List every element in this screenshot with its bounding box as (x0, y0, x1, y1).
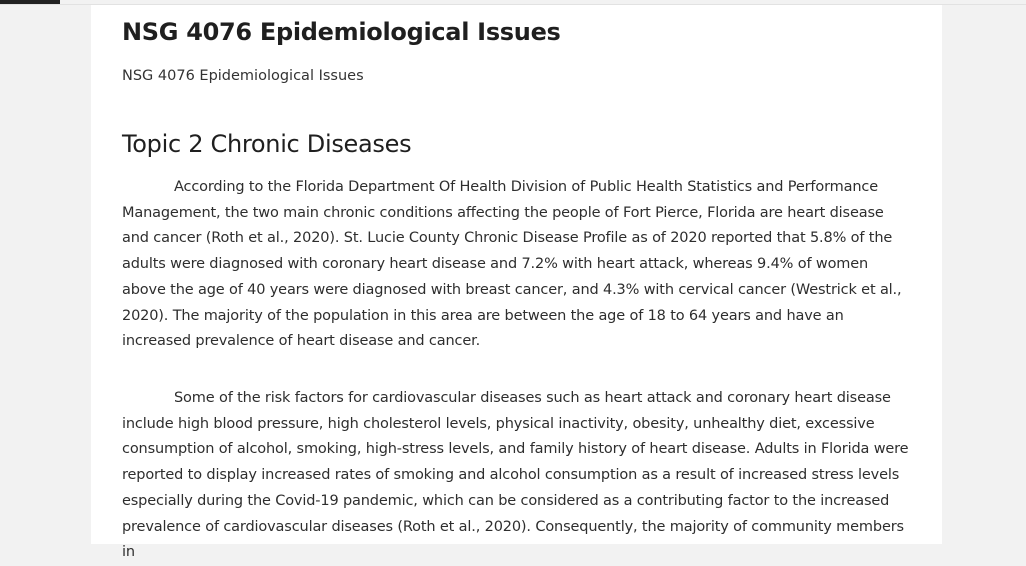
body-paragraph: Some of the risk factors for cardiovascular diseases such as heart attack and coronary heart disease include high blood pressure, high cholesterol levels, physical inactivity, obesity, unhealthy diet, excessive consumption of alcohol, smoking, high-stress levels, and family history of heart disease. Adults in Florida were reported to display increased rates of smoking and alcohol consumption as a result of increased stress levels especially during the Covid-19 pandemic, which can be considered as a contributing factor to the increased prevalence of cardiovascular diseases (Roth et al., 2020). Consequently, the majority of community members in (122, 390, 909, 561)
article-page (91, 5, 942, 561)
section-heading: Topic 2 Chronic Diseases (122, 130, 412, 158)
body-paragraph: According to the Florida Department Of Health Division of Public Health Statistics and Performance Management, the two main chronic conditions affecting the people of Fort Pierce, Florida are heart disease and cancer (Roth et al., 2020). St. Lucie County Chronic Disease Profile as of 2020 reported that 5.8% of the adults were diagnosed with coronary heart disease and 7.2% with heart attack, whereas 9.4% of women above the age of 40 years were diagnosed with breast cancer, and 4.3% with cervical cancer (Westrick et al., 2020). The majority of the population in this area are between the age of 18 to 64 years and have an increased prevalence of heart disease and cancer. (122, 179, 902, 350)
page-subtitle: NSG 4076 Epidemiological Issues (122, 68, 364, 84)
page-title: NSG 4076 Epidemiological Issues (122, 18, 561, 46)
